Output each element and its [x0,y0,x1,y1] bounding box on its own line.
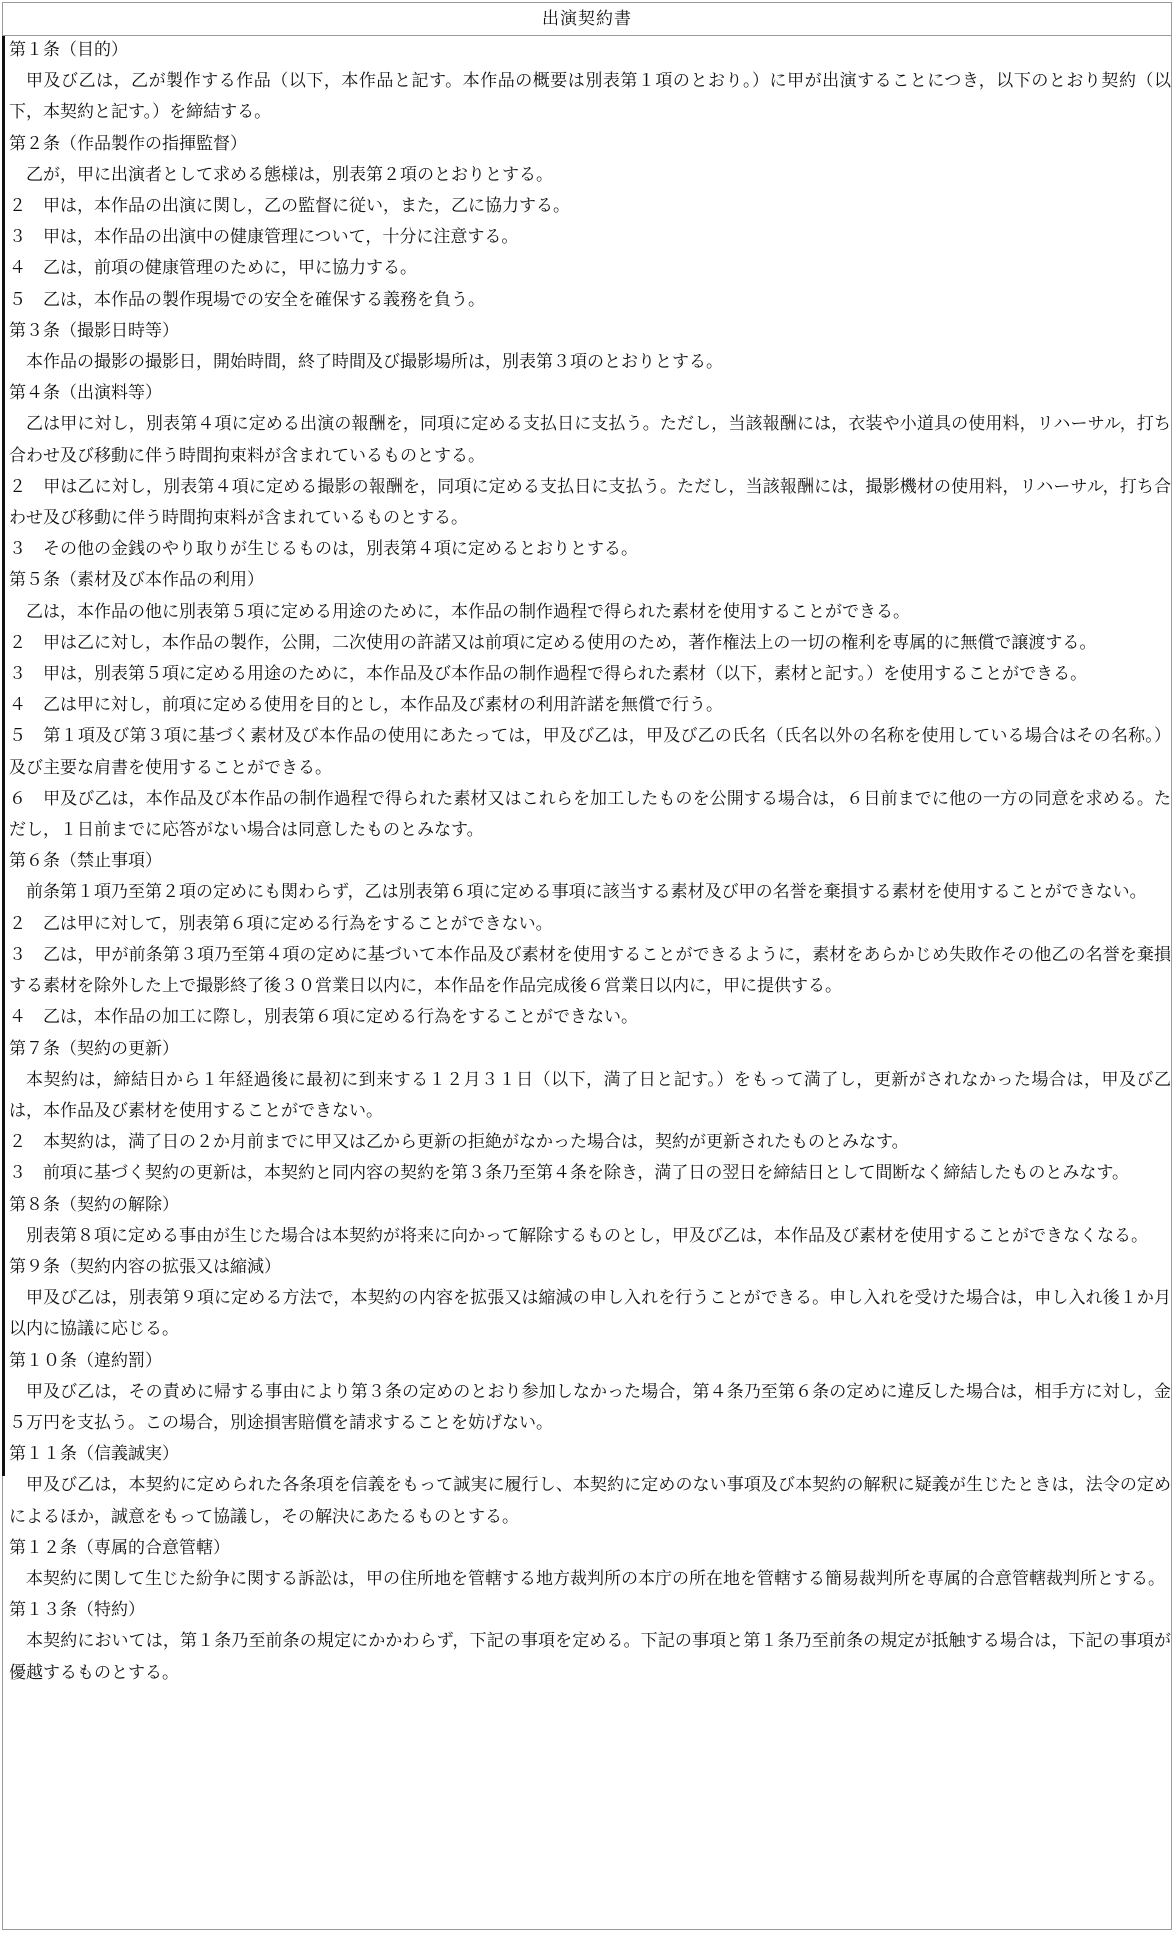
article-heading: 第３条（撮影日時等） [9,320,179,341]
article-paragraph: ２ 甲は乙に対し，別表第４項に定める撮影の報酬を，同項に定める支払日に支払う。ただし，当該報酬には，撮影機材の使用料，リハーサル，打ち合わせ及び移動に伴う時間拘束料が含まれているものとする。 [9,476,1171,529]
article-paragraph: 乙は甲に対し，別表第４項に定める出演の報酬を，同項に定める支払日に支払う。ただし，当該報酬には，衣装や小道具の使用料，リハーサル，打ち合わせ及び移動に伴う時間拘束料が含まれているものとする。 [9,414,1171,466]
article-paragraph: ３ 前項に基づく契約の更新は，本契約と同内容の契約を第３条乃至第４条を除き，満了日の翌日を締結日として間断なく締結したものとみなす。 [9,1163,1129,1184]
article-paragraph: 甲及び乙は，別表第９項に定める方法で，本契約の内容を拡張又は縮減の申し入れを行うことができる。申し入れを受けた場合は，申し入れ後１か月以内に協議に応じる。 [9,1288,1171,1340]
article-7 [9,1034,1171,1190]
article-13 [9,1595,1171,1689]
article-heading: 第１０条（違約罰） [9,1350,162,1371]
article-6 [9,846,1171,1033]
article-paragraph: 乙は，本作品の他に別表第５項に定める用途のために，本作品の制作過程で得られた素材を使用することができる。 [26,601,910,622]
article-heading: 第６条（禁止事項） [9,851,162,872]
article-paragraph: ３ 甲は，別表第５項に定める用途のために，本作品及び本作品の制作過程で得られた素材（以下，素材と記す。）を使用することができる。 [9,664,1088,685]
article-paragraph: ３ 甲は，本作品の出演中の健康管理について，十分に注意する。 [9,227,519,248]
article-paragraph: 本契約に関して生じた紛争に関する訴訟は，甲の住所地を管轄する地方裁判所の本庁の所在地を管轄する簡易裁判所を専属的合意管轄裁判所とする。 [26,1568,1165,1589]
article-heading: 第１条（目的） [9,40,128,60]
document-body [9,35,1171,1689]
article-paragraph: 甲及び乙は，乙が製作する作品（以下，本作品と記す。本作品の概要は別表第１項のとおり。）に甲が出演することにつき，以下のとおり契約（以下，本契約と記す。）を締結する。 [9,71,1171,123]
article-heading: 第５条（素材及び本作品の利用） [9,570,264,591]
article-paragraph: ２ 乙は甲に対して，別表第６項に定める行為をすることができない。 [9,913,553,934]
article-heading: 第１３条（特約） [9,1600,145,1621]
article-paragraph: 別表第８項に定める事由が生じた場合は本契約が将来に向かって解除するものとし，甲及び乙は，本作品及び素材を使用することができなくなる。 [26,1225,1148,1246]
left-border-rule [2,36,5,1476]
article-heading: 第７条（契約の更新） [9,1038,179,1059]
article-paragraph: ４ 乙は，前項の健康管理のために，甲に協力する。 [9,258,417,279]
article-heading: 第４条（出演料等） [9,383,162,404]
article-paragraph: 本契約は，締結日から１年経過後に最初に到来する１２月３１日（以下，満了日と記す。）をもって満了し，更新がされなかった場合は，甲及び乙は，本作品及び素材を使用することができない。 [9,1069,1171,1121]
article-paragraph: ５ 第１項及び第３項に基づく素材及び本作品の使用にあたっては，甲及び乙は，甲及び乙の氏名（氏名以外の名称を使用している場合はその名称。）及び主要な肩書を使用することができる。 [9,726,1171,778]
article-paragraph: ２ 甲は，本作品の出演に関し，乙の監督に従い，また，乙に協力する。 [9,196,570,217]
article-heading: 第８条（契約の解除） [9,1194,179,1215]
article-paragraph: ２ 甲は乙に対し，本作品の製作，公開，二次使用の許諾又は前項に定める使用のため，著作権法上の一切の権利を専属的に無償で譲渡する。 [9,632,1097,653]
article-paragraph: 甲及び乙は，その責めに帰する事由により第３条の定めのとおり参加しなかった場合，第４条乃至第６条の定めに違反した場合は，相手方に対し，金５万円を支払う。この場合，別途損害賠償を請求することを妨げない。 [9,1381,1171,1433]
article-2 [9,129,1171,316]
article-heading: 第１２条（専属的合意管轄） [9,1537,230,1558]
article-paragraph: 乙が，甲に出演者として求める態様は，別表第２項のとおりとする。 [26,164,553,185]
article-paragraph: ３ その他の金銭のやり取りが生じるものは，別表第４項に定めるとおりとする。 [9,539,638,560]
article-11 [9,1439,1171,1533]
article-paragraph: ４ 乙は甲に対し，前項に定める使用を目的とし，本作品及び素材の利用許諾を無償で行う。 [9,695,723,716]
article-12 [9,1533,1171,1595]
article-10 [9,1346,1171,1440]
article-paragraph: ３ 乙は，甲が前条第３項乃至第４項の定めに基づいて本作品及び素材を使用することができるように，素材をあらかじめ失敗作その他乙の名誉を棄損する素材を除外した上で撮影終了後３０営業日以内に，本作品を作品完成後６営業日以内に，甲に提供する。 [9,944,1171,997]
article-1 [9,35,1171,129]
article-heading: 第２条（作品製作の指揮監督） [9,133,247,154]
article-heading: 第１１条（信義誠実） [9,1444,179,1465]
article-4 [9,378,1171,565]
article-heading: 第９条（契約内容の拡張又は縮減） [9,1256,281,1277]
article-paragraph: ２ 本契約は，満了日の２か月前までに甲又は乙から更新の拒絶がなかった場合は，契約が更新されたものとみなす。 [9,1132,909,1153]
article-paragraph: ６ 甲及び乙は，本作品及び本作品の制作過程で得られた素材又はこれらを加工したものを公開する場合は，６日前までに他の一方の同意を求める。ただし，１日前までに応答がない場合は同意したものとみなす。 [9,788,1171,841]
article-9 [9,1252,1171,1346]
article-paragraph: 前条第１項乃至第２項の定めにも関わらず，乙は別表第６項に定める事項に該当する素材及び甲の名誉を棄損する素材を使用することができない。 [26,882,1147,903]
document-title: 出演契約書 [2,2,1172,36]
article-paragraph: ５ 乙は，本作品の製作現場での安全を確保する義務を負う。 [9,289,485,310]
article-paragraph: 本契約においては，第１条乃至前条の規定にかかわらず，下記の事項を定める。下記の事項と第１条乃至前条の規定が抵触する場合は，下記の事項が優越するものとする。 [9,1631,1171,1683]
article-5 [9,565,1171,846]
article-paragraph: 本作品の撮影の撮影日，開始時間，終了時間及び撮影場所は，別表第３項のとおりとする。 [26,352,723,373]
article-8 [9,1190,1171,1252]
article-3 [9,316,1171,378]
article-paragraph: ４ 乙は，本作品の加工に際し，別表第６項に定める行為をすることができない。 [9,1007,638,1028]
article-paragraph: 甲及び乙は，本契約に定められた各条項を信義をもって誠実に履行し、本契約に定めのない事項及び本契約の解釈に疑義が生じたときは，法令の定めによるほか，誠意をもって協議し，その解決にあたるものとする。 [9,1475,1171,1527]
